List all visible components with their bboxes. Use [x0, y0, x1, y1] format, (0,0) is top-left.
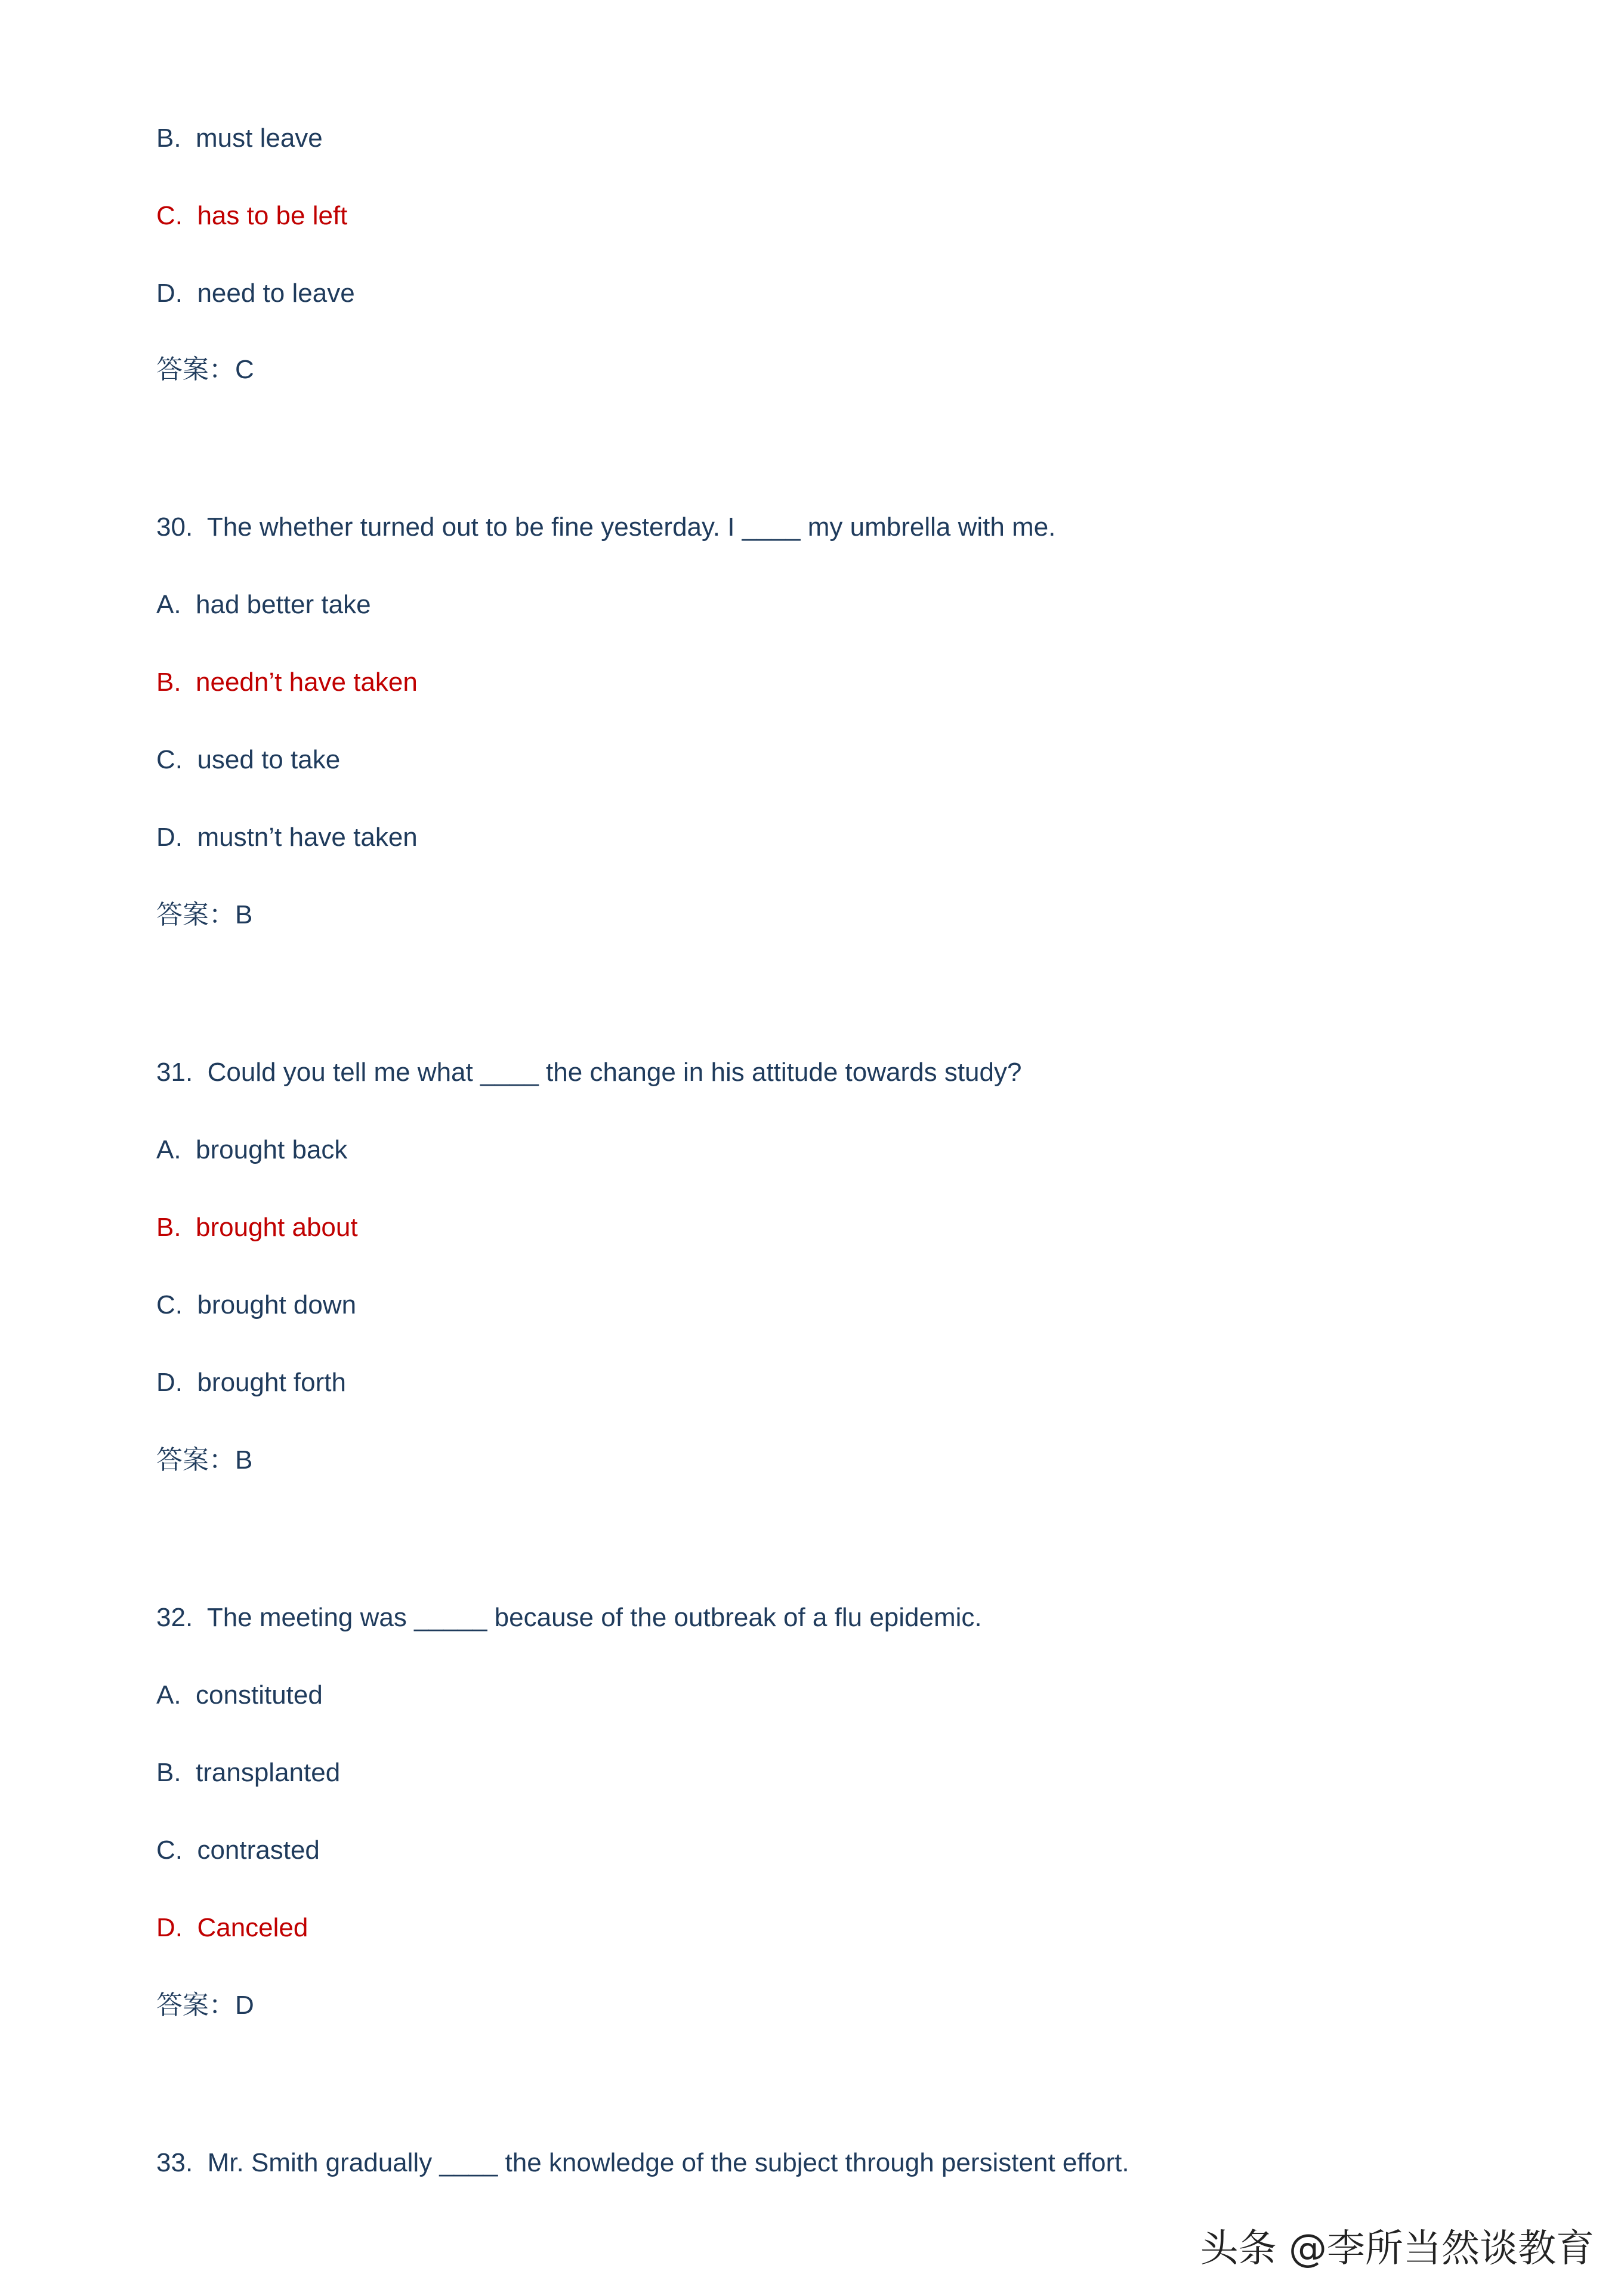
q32-option-b: B. transplanted — [156, 1758, 341, 1787]
q29-option-c: C. has to be left — [156, 201, 348, 230]
q32-option-a: A. constituted — [156, 1680, 323, 1710]
q31-option-b: B. brought about — [156, 1213, 358, 1242]
q29-option-b: B. must leave — [156, 123, 323, 153]
q29-option-d: D. need to leave — [156, 279, 355, 308]
q30-question: 30. The whether turned out to be fine yesterday. I ____ my umbrella with me. — [156, 512, 1056, 542]
q30-answer: 答案：B — [156, 900, 253, 929]
q32-question: 32. The meeting was _____ because of the outbreak of a flu epidemic. — [156, 1603, 982, 1632]
q32-option-c: C. contrasted — [156, 1835, 320, 1865]
watermark-text: 头条 @李所当然谈教育 — [1200, 2227, 1594, 2271]
q31-option-a: A. brought back — [156, 1135, 348, 1164]
q31-option-c: C. brought down — [156, 1290, 357, 1319]
q32-option-d: D. Canceled — [156, 1913, 308, 1942]
q30-option-d: D. mustn’t have taken — [156, 823, 418, 852]
q30-option-c: C. used to take — [156, 745, 341, 774]
q32-answer: 答案：D — [156, 1991, 254, 2020]
q33-question: 33. Mr. Smith gradually ____ the knowledge of the subject through persistent effort. — [156, 2148, 1129, 2177]
q31-answer: 答案：B — [156, 1445, 253, 1475]
q31-question: 31. Could you tell me what ____ the change in his attitude towards study? — [156, 1058, 1022, 1087]
q30-option-a: A. had better take — [156, 590, 371, 619]
q29-answer: 答案：C — [156, 355, 254, 384]
q30-option-b: B. needn’t have taken — [156, 668, 418, 697]
q31-option-d: D. brought forth — [156, 1368, 346, 1397]
